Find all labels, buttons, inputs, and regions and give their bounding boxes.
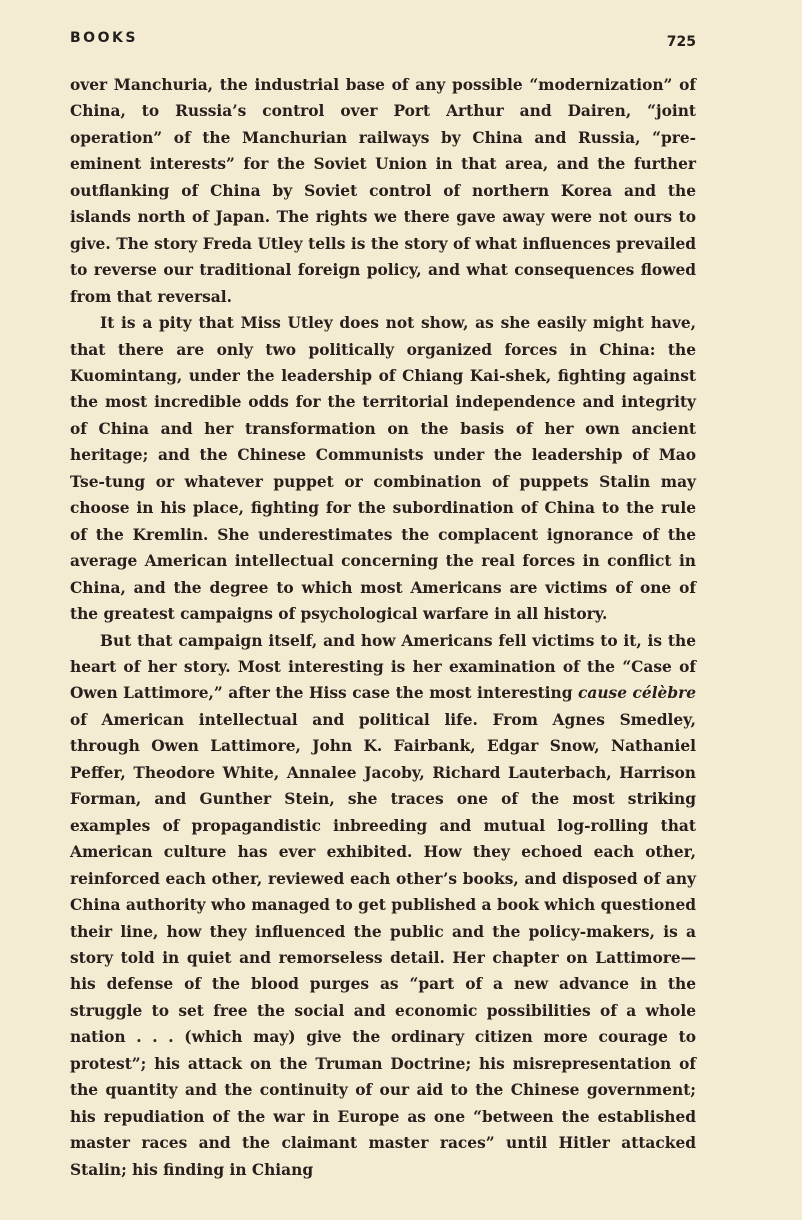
page-number: 725	[666, 34, 696, 50]
italic-phrase: cause célèbre	[578, 684, 697, 703]
paragraph-continuation	[70, 72, 696, 310]
body-text	[70, 72, 696, 1183]
paragraph-text: of American intellectual and political life. From Agnes Smedley, through Owen Lattimore, John K. Fairbank, Edgar Snow, Nathaniel Peffer, Theodore White, Annalee Jacoby, Richard Lauterbach, Harrison Forman, and Gunther Stein, she traces one of the most striking examples of propagandistic inbreeding and mutual log-rolling that American culture has ever exhibited. How they echoed each other, reinforced each other, reviewed each other’s books, and disposed of any China authority who managed to get published a book which questioned their line, how they influenced the public and the policy-makers, is a story told in quiet and remorseless detail. Her chapter on Lattimore—his defense of the blood purges as “part of a new advance in the struggle to set free the social and economic possibilities of a whole nation . . . (which may) give the ordinary citizen more courage to protest”; his attack on the Truman Doctrine; his misrepresentation of the quantity and the continuity of our aid to the Chinese government; his repudiation of the war in Europe as one “between the established master races and the claimant master races” until Hitler attacked Stalin; his finding in Chiang	[70, 710, 696, 1179]
paragraph-text: over Manchuria, the industrial base of any possible “modernization” of China, to Russia’s control over Port Arthur and Dairen, “joint operation” of the Manchurian railways by China and Russia, “pre-eminent interests” for the Soviet Union in that area, and the further outflanking of China by Soviet control of northern Korea and the islands north of Japan. The rights we there gave away were not ours to give. The story Freda Utley tells is the story of what influences prevailed to reverse our traditional foreign policy, and what consequences flowed from that reversal.	[70, 76, 696, 306]
paragraph-campaign	[70, 628, 696, 1184]
paragraph-text: But that campaign itself, and how Americans fell victims to it, is the heart of her story. Most interesting is her examination of the “Case of Owen Lattimore,” after the Hiss case the most interesting	[70, 631, 696, 703]
page-header	[70, 30, 696, 60]
running-head: BOOKS	[70, 30, 138, 46]
paragraph-utley-pity	[70, 310, 696, 627]
paragraph-text: It is a pity that Miss Utley does not show, as she easily might have, that there are only two politically organized forces in China: the Kuomintang, under the leadership of Chiang Kai-shek, fighting against the most incredible odds for the territorial independence and integrity of China and her transformation on the basis of her own ancient heritage; and the Chinese Communists under the leadership of Mao Tse-tung or whatever puppet or combination of puppets Stalin may choose in his place, fighting for the subordination of China to the rule of the Kremlin. She underestimates the complacent ignorance of the average American intellectual concerning the real forces in conflict in China, and the degree to which most Americans are victims of one of the greatest campaigns of psychological warfare in all history.	[70, 314, 696, 624]
